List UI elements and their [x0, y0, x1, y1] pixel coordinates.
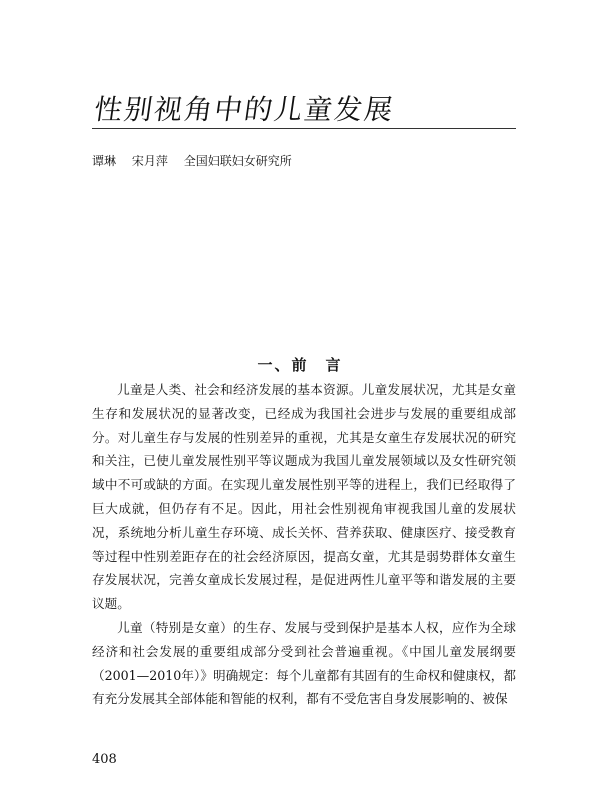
section-heading: 一、前 言: [257, 356, 343, 374]
author-line: [92, 153, 512, 169]
paragraph: 儿童（特别是女童）的生存、发展与受到保护是基本人权，应作为全球经济和社会发展的重要组成部分受到社会普遍重视。《中国儿童发展纲要（2001—2010年）》明确规定：每个儿童都有其固有的生命权和健康权，都有充分发展其全部体能和智能的权利，都有不受危害自身发展影响的、被保: [92, 619, 516, 707]
author-affiliation: 全国妇联妇女研究所: [183, 154, 292, 168]
article-title: 性别视角中的儿童发展: [92, 93, 397, 126]
body-text: [92, 378, 516, 711]
page-number: 408: [92, 752, 117, 767]
title-underline: [92, 128, 516, 129]
author-name: 宋月萍: [131, 154, 168, 168]
paragraph: 儿童是人类、社会和经济发展的基本资源。儿童发展状况，尤其是女童生存和发展状况的显著改变，已经成为我国社会进步与发展的重要组成部分。对儿童生存与发展的性别差异的重视，尤其是女童生存发展状况的研究和关注，已使儿童发展性别平等议题成为我国儿童发展领域以及女性研究领域中不可或缺的方面。在实现儿童发展性别平等的进程上，我们已经取得了巨大成就，但仍存有不足。因此，用社会性别视角审视我国儿童的发展状况，系统地分析儿童生存环境、成长关怀、营养获取、健康医疗、接受教育等过程中性别差距存在的社会经济原因，提高女童，尤其是弱势群体女童生存发展状况，完善女童成长发展过程，是促进两性儿童平等和谐发展的主要议题。: [92, 382, 516, 612]
author-name: 谭琳: [92, 154, 117, 168]
